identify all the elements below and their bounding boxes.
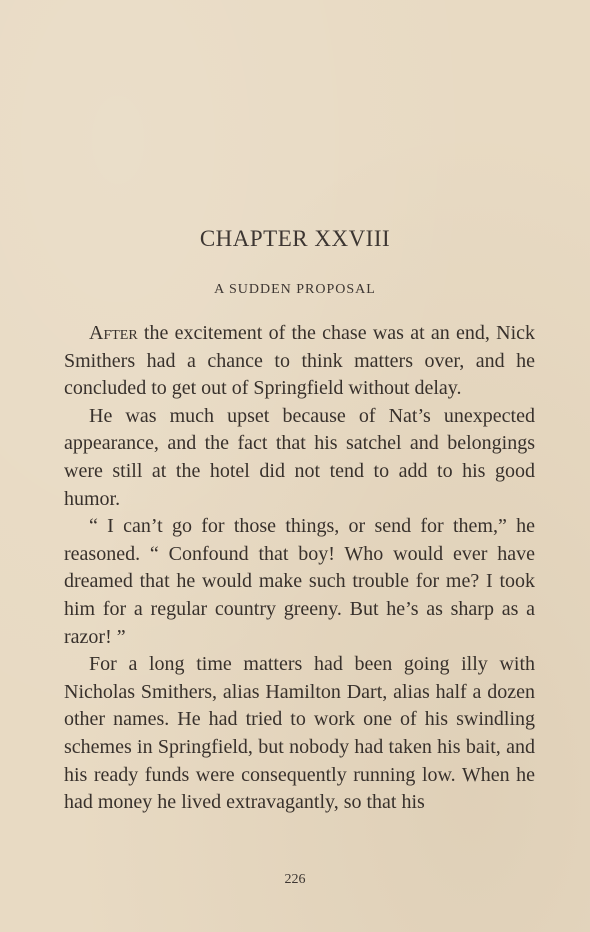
paragraph-1-text: the excitement of the chase was at an end, Nick Smithers had a chance to think matters over, and he concluded to get out of Springfield without delay.: [64, 322, 535, 400]
paragraph-lead-word: After: [89, 322, 138, 344]
page-number: 226: [284, 872, 306, 887]
paragraph-3: “ I can’t go for those things, or send for them,” he reasoned. “ Confound that boy! Who would ever have dreamed that he would make such trouble for me? I took him for a regular country greeny. But he’s as sharp as a razor! ”: [64, 515, 535, 648]
paragraph-2: He was much upset because of Nat’s unexpected appearance, and the fact that his satchel and belongings were still at the hotel did not tend to add to his good humor.: [64, 404, 535, 510]
chapter-title: CHAPTER XXVIII: [199, 226, 391, 251]
body-text: [64, 320, 535, 817]
paragraph-1: [64, 320, 535, 403]
chapter-subtitle: A SUDDEN PROPOSAL: [214, 282, 376, 297]
paragraph-4: For a long time matters had been going illy with Nicholas Smithers, alias Hamilton Dart, alias half a dozen other names. He had tried to work one of his swindling schemes in Springfield, but nobody had taken his bait, and his ready funds were consequently running low. When he had money he lived extravagantly, so that his: [64, 653, 535, 814]
